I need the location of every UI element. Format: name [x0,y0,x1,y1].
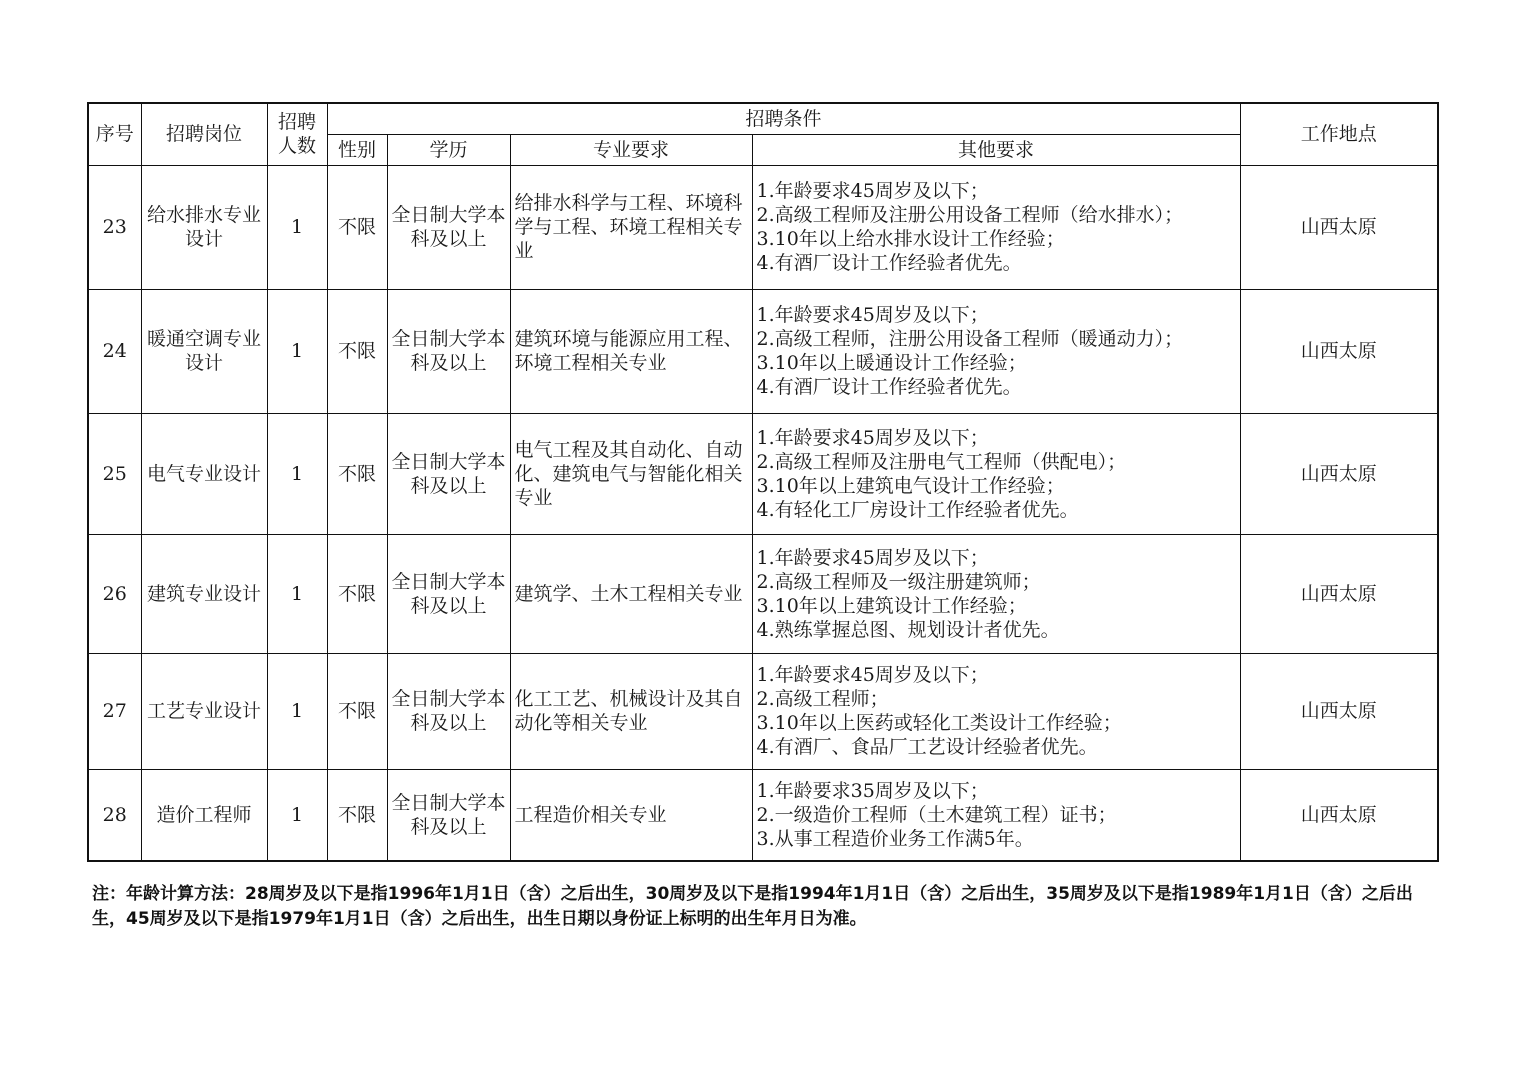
cell-count: 1 [267,165,327,289]
header-major: 专业要求 [510,134,752,165]
requirement-line: 2.一级造价工程师（土木建筑工程）证书； [756,803,1117,826]
cell-location: 山西太原 [1240,653,1438,769]
cell-major: 给排水科学与工程、环境科学与工程、环境工程相关专业 [510,165,752,289]
requirement-line: 4.有轻化工厂房设计工作经验者优先。 [756,498,1079,521]
table-row [88,413,1438,534]
cell-seq: 25 [88,413,141,534]
table-row [88,653,1438,769]
cell-other [752,413,1240,534]
cell-seq: 28 [88,769,141,861]
cell-seq: 27 [88,653,141,769]
cell-post: 给水排水专业设计 [141,165,267,289]
requirement-line: 4.熟练掌握总图、规划设计者优先。 [756,618,1060,641]
requirement-line: 2.高级工程师及注册电气工程师（供配电）； [756,450,1127,473]
header-count-line2: 人数 [277,135,316,158]
requirement-line: 1.年龄要求45周岁及以下； [756,180,989,202]
requirement-line: 3.10年以上建筑电气设计工作经验； [756,474,1065,497]
cell-post: 工艺专业设计 [141,653,267,769]
requirement-line: 4.有酒厂设计工作经验者优先。 [756,252,1022,274]
cell-count: 1 [267,413,327,534]
cell-education: 全日制大学本科及以上 [387,413,510,534]
cell-location: 山西太原 [1240,413,1438,534]
cell-post: 电气专业设计 [141,413,267,534]
cell-seq: 26 [88,534,141,653]
cell-major: 工程造价相关专业 [510,769,752,861]
cell-major: 化工工艺、机械设计及其自动化等相关专业 [510,653,752,769]
cell-other [752,769,1240,861]
cell-gender: 不限 [327,769,387,861]
header-seq: 序号 [88,103,141,165]
requirement-line: 1.年龄要求45周岁及以下； [756,426,989,449]
cell-location: 山西太原 [1240,165,1438,289]
cell-gender: 不限 [327,413,387,534]
cell-education: 全日制大学本科及以上 [387,653,510,769]
cell-post: 建筑专业设计 [141,534,267,653]
cell-post: 造价工程师 [141,769,267,861]
header-education: 学历 [387,134,510,165]
cell-count: 1 [267,289,327,413]
table-row [88,165,1438,289]
cell-major: 建筑环境与能源应用工程、环境工程相关专业 [510,289,752,413]
requirement-line: 1.年龄要求35周岁及以下； [756,779,989,802]
cell-count: 1 [267,769,327,861]
cell-post: 暖通空调专业设计 [141,289,267,413]
cell-education: 全日制大学本科及以上 [387,769,510,861]
table-row [88,769,1438,861]
requirement-line: 3.10年以上给水排水设计工作经验； [756,228,1065,250]
cell-gender: 不限 [327,653,387,769]
cell-education: 全日制大学本科及以上 [387,289,510,413]
cell-other [752,653,1240,769]
requirement-line: 1.年龄要求45周岁及以下； [756,546,989,569]
cell-major: 建筑学、土木工程相关专业 [510,534,752,653]
header-count-line1: 招聘 [277,111,316,134]
requirement-line: 1.年龄要求45周岁及以下； [756,304,989,326]
requirement-line: 2.高级工程师，注册公用设备工程师（暖通动力）； [756,328,1184,350]
cell-major: 电气工程及其自动化、自动化、建筑电气与智能化相关专业 [510,413,752,534]
cell-other [752,165,1240,289]
requirement-line: 4.有酒厂设计工作经验者优先。 [756,376,1022,398]
header-other: 其他要求 [752,134,1240,165]
cell-seq: 23 [88,165,141,289]
header-post: 招聘岗位 [141,103,267,165]
requirement-line: 2.高级工程师及注册公用设备工程师（给水排水）； [756,204,1184,226]
cell-gender: 不限 [327,534,387,653]
cell-gender: 不限 [327,165,387,289]
recruitment-table [87,102,1439,862]
cell-location: 山西太原 [1240,289,1438,413]
cell-count: 1 [267,653,327,769]
cell-count: 1 [267,534,327,653]
header-gender: 性别 [327,134,387,165]
table-row [88,289,1438,413]
cell-education: 全日制大学本科及以上 [387,165,510,289]
cell-location: 山西太原 [1240,769,1438,861]
cell-gender: 不限 [327,289,387,413]
cell-other [752,289,1240,413]
footnote-age-calculation: 注：年龄计算方法：28周岁及以下是指1996年1月1日（含）之后出生，30周岁及以下是指1994年1月1日（含）之后出生，35周岁及以下是指1989年1月1日（含）之后出生，45周岁及以下是指1979年1月1日（含）之后出生，出生日期以身份证上标明的出生年月日为准。 [92,884,1413,929]
cell-seq: 24 [88,289,141,413]
requirement-line: 4.有酒厂、食品厂工艺设计经验者优先。 [756,736,1098,758]
requirement-line: 2.高级工程师； [756,688,889,710]
cell-other [752,534,1240,653]
requirement-line: 2.高级工程师及一级注册建筑师； [756,570,1041,593]
header-row-top [88,103,1438,134]
requirement-line: 3.从事工程造价业务工作满5年。 [756,827,1034,850]
requirement-line: 1.年龄要求45周岁及以下； [756,664,989,686]
header-location: 工作地点 [1240,103,1438,165]
requirement-line: 3.10年以上建筑设计工作经验； [756,594,1027,617]
cell-education: 全日制大学本科及以上 [387,534,510,653]
requirement-line: 3.10年以上暖通设计工作经验； [756,352,1027,374]
requirement-line: 3.10年以上医药或轻化工类设计工作经验； [756,712,1122,734]
header-count [267,103,327,165]
table-row [88,534,1438,653]
cell-location: 山西太原 [1240,534,1438,653]
header-conditions: 招聘条件 [327,103,1240,134]
